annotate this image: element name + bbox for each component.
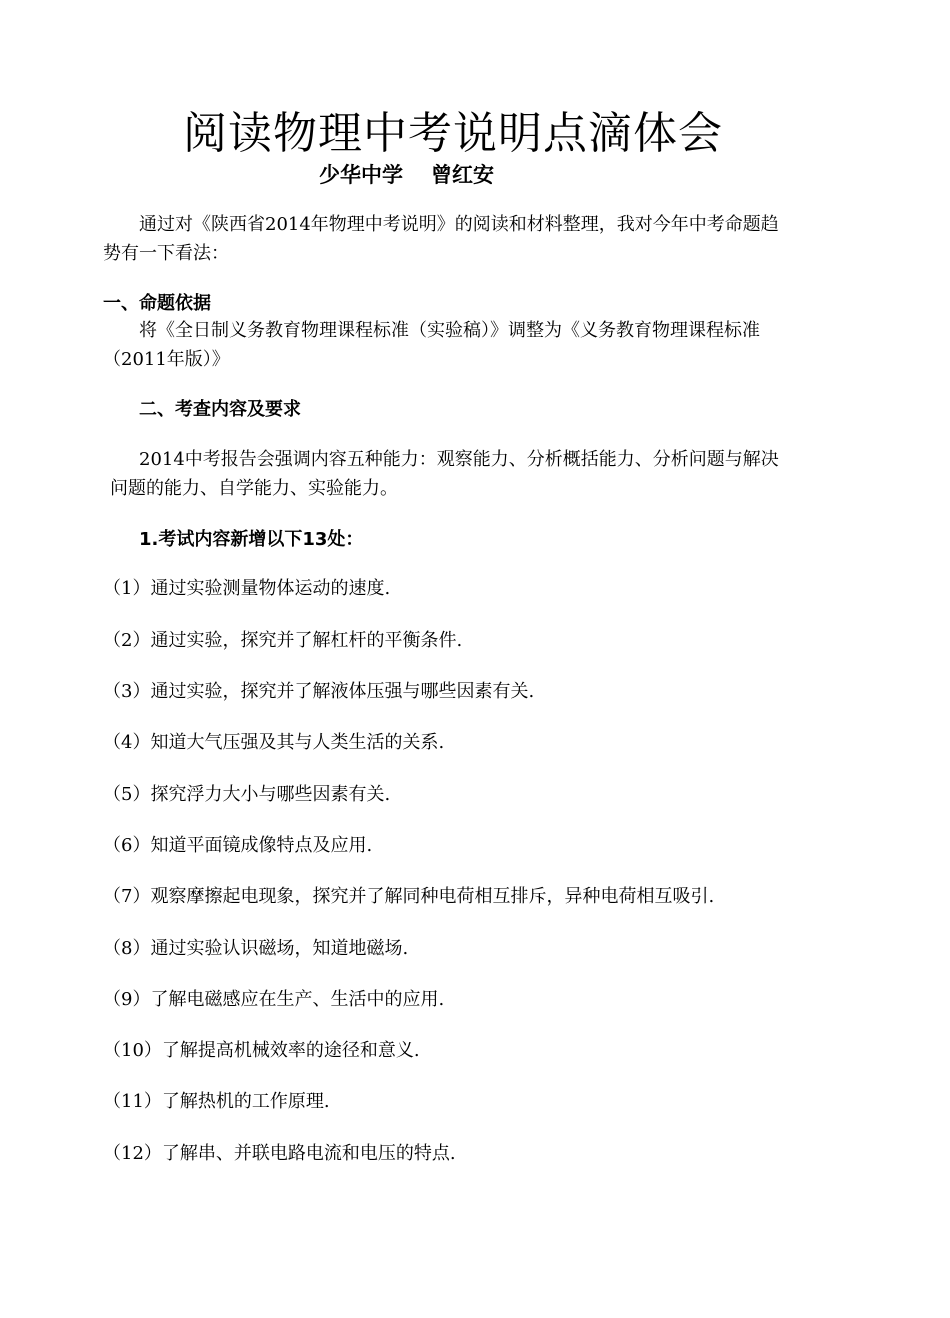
author-line xyxy=(319,160,494,190)
list-item: （9）了解电磁感应在生产、生活中的应用. xyxy=(103,989,445,1010)
list-item: （8）通过实验认识磁场，知道地磁场. xyxy=(103,938,409,959)
author-school: 少华中学 xyxy=(319,163,403,187)
section-1-line-2: （2011年版）》 xyxy=(103,349,230,370)
list-item: （11）了解热机的工作原理. xyxy=(103,1091,330,1112)
list-item: （7）观察摩擦起电现象，探究并了解同种电荷相互排斥，异种电荷相互吸引. xyxy=(103,886,715,907)
intro-paragraph-line-1: 通过对《陕西省2014年物理中考说明》的阅读和材料整理，我对今年中考命题趋 xyxy=(139,214,779,235)
author-name: 曾红安 xyxy=(431,163,494,187)
list-item: （4）知道大气压强及其与人类生活的关系. xyxy=(103,732,445,753)
list-item: （5）探究浮力大小与哪些因素有关. xyxy=(103,784,391,805)
document-title: 阅读物理中考说明点滴体会 xyxy=(183,108,723,159)
subsection-1-heading: 1.考试内容新增以下13处： xyxy=(139,529,364,550)
intro-paragraph-line-2: 势有一下看法： xyxy=(103,243,229,264)
section-2-line-2: 问题的能力、自学能力、实验能力。 xyxy=(110,478,398,499)
section-2-heading: 二、考查内容及要求 xyxy=(139,399,301,420)
list-item: （3）通过实验，探究并了解液体压强与哪些因素有关. xyxy=(103,681,535,702)
list-item: （1）通过实验测量物体运动的速度. xyxy=(103,578,391,599)
section-1-line-1: 将《全日制义务教育物理课程标准（实验稿）》调整为《义务教育物理课程标准 xyxy=(139,320,760,341)
section-2-line-1: 2014中考报告会强调内容五种能力：观察能力、分析概括能力、分析问题与解决 xyxy=(139,449,779,470)
list-item: （12）了解串、并联电路电流和电压的特点. xyxy=(103,1143,456,1164)
list-item: （2）通过实验，探究并了解杠杆的平衡条件. xyxy=(103,630,463,651)
list-item: （10）了解提高机械效率的途径和意义. xyxy=(103,1040,420,1061)
list-item: （6）知道平面镜成像特点及应用. xyxy=(103,835,373,856)
section-1-heading: 一、命题依据 xyxy=(103,293,211,314)
